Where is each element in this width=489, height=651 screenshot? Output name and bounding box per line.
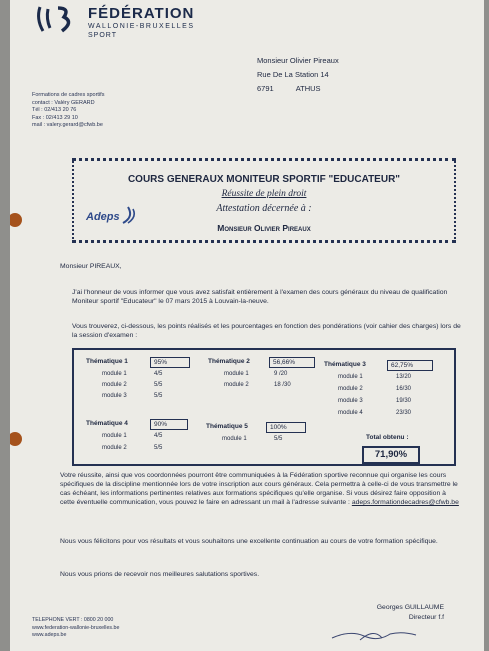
recipient-name: Monsieur Olivier Pireaux — [257, 56, 339, 65]
theme-label: Thématique 2 — [208, 358, 250, 365]
signer-name: Georges GUILLAUME — [376, 604, 444, 611]
recipient-street: Rue De La Station 14 — [257, 70, 329, 79]
theme-percentage: 56,66% — [269, 357, 315, 368]
module-score: 5/5 — [274, 436, 283, 442]
module-label: module 1 — [222, 436, 247, 442]
module-label: module 3 — [338, 398, 363, 404]
certificate-result: Réussite de plein droit — [221, 189, 307, 199]
salutation: Monsieur PIREAUX, — [60, 263, 122, 270]
module-label: module 2 — [224, 382, 249, 388]
module-score: 19/30 — [396, 398, 412, 404]
recipient-postcode: 6791 — [257, 84, 274, 93]
module-score: 9 /20 — [274, 371, 288, 377]
recipient-city: ATHUS — [295, 84, 321, 93]
theme-label: Thématique 1 — [86, 358, 128, 365]
sender-contact — [32, 92, 104, 130]
paragraph-congratulations: Nous vous félicitons pour vos résultats et vous souhaitons une excellente continuation au cours de votre formation spécifique. — [60, 538, 438, 545]
paragraph-communication — [60, 471, 462, 507]
formation-email-link[interactable]: adeps.formationdecadres@cfwb.be — [351, 499, 459, 506]
certificate-awarded: Attestation décernée à : — [216, 203, 312, 214]
grades-table — [72, 348, 456, 466]
punch-hole — [10, 213, 22, 227]
certificate-box — [72, 158, 456, 243]
federation-logo-icon — [34, 4, 78, 34]
total-value: 71,90% — [362, 446, 420, 464]
communication-text: Votre réussite, ainsi que vos coordonnées pourront être communiquées à la Fédération sportive reconnue qui organise les cours spécifiques de la discipline mentionnée lors de votre inscription aux cours généraux. Cela permettra à celle-ci de vous transmettre le cas échéant, les informations pertinentes relatives aux formations spécifiques qu'elle organise. Si vous désirez faire opposition à cette éventuelle communication, vous pouvez le faire en adressant un mail à l'adresse suivante : — [60, 472, 458, 506]
module-score: 5/5 — [154, 382, 163, 388]
letter-page — [10, 0, 484, 651]
module-label: module 2 — [338, 386, 363, 392]
theme-percentage: 90% — [150, 419, 188, 430]
signer-block — [377, 603, 444, 623]
footer-website[interactable]: www.federation-wallonie-bruxelles.be — [32, 624, 120, 631]
footer-contacts — [32, 617, 119, 640]
signer-title: Directeur f.f — [408, 614, 444, 621]
module-score: 18 /30 — [274, 382, 291, 388]
module-label: module 4 — [338, 410, 363, 416]
adeps-swirl-icon — [120, 205, 138, 225]
theme-percentage: 100% — [266, 422, 306, 433]
contact-line: Formations de cadres sportifs — [32, 92, 105, 98]
adeps-logo: Adeps — [86, 211, 120, 223]
module-label: module 1 — [102, 433, 127, 439]
paragraph-results: Vous trouverez, ci-dessous, les points réalisés et les pourcentages en fonction des pondérations (voir cahier des charges) lors de la session d'examen : — [72, 323, 461, 339]
paragraph-intro: J'ai l'honneur de vous informer que vous avez satisfait entièrement à l'examen des cours généraux du niveau de qualification Moniteur sportif "Educateur" le 07 mars 2015 à Louvain-la-neuve. — [72, 289, 448, 305]
certificate-title: COURS GENERAUX MONITEUR SPORTIF "EDUCATEUR" — [127, 174, 401, 185]
certificate-name: Monsieur Olivier Pireaux — [217, 223, 311, 233]
module-label: module 1 — [224, 371, 249, 377]
contact-line: Fax : 02/413 29 10 — [32, 114, 78, 121]
module-score: 5/5 — [154, 445, 163, 451]
theme-percentage: 62,75% — [387, 360, 433, 371]
signature-icon — [330, 626, 420, 644]
footer-phone: TELEPHONE VERT : 0800 20 000 — [32, 617, 114, 623]
org-sport: SPORT — [88, 32, 117, 39]
contact-line: Tél : 02/413 20 76 — [32, 107, 77, 113]
footer-adeps-website[interactable]: www.adeps.be — [32, 632, 67, 638]
punch-hole — [10, 432, 22, 446]
organisation-header — [88, 5, 195, 39]
module-label: module 3 — [102, 393, 127, 399]
module-score: 23/30 — [396, 410, 412, 416]
paragraph-closing: Nous vous prions de recevoir nos meilleures salutations sportives. — [60, 571, 260, 578]
contact-line: mail : valery.gerard@cfwb.be — [32, 122, 103, 128]
module-label: module 1 — [338, 374, 363, 380]
recipient-address — [257, 54, 339, 96]
module-label: module 2 — [102, 445, 127, 451]
module-score: 5/5 — [154, 393, 163, 399]
module-score: 4/5 — [154, 433, 163, 439]
org-name: FÉDÉRATION — [88, 5, 195, 22]
contact-line: contact : Valéry GERARD — [32, 99, 95, 106]
theme-label: Thématique 5 — [206, 423, 248, 430]
module-label: module 1 — [102, 371, 127, 377]
module-score: 13/20 — [396, 374, 412, 380]
theme-label: Thématique 3 — [324, 361, 366, 368]
module-label: module 2 — [102, 382, 127, 388]
module-score: 16/30 — [396, 386, 412, 392]
theme-percentage: 95% — [150, 357, 190, 368]
module-score: 4/5 — [154, 371, 163, 377]
total-label: Total obtenu : — [366, 434, 409, 441]
theme-label: Thématique 4 — [86, 420, 128, 427]
org-subtitle: WALLONIE-BRUXELLES — [88, 23, 195, 30]
